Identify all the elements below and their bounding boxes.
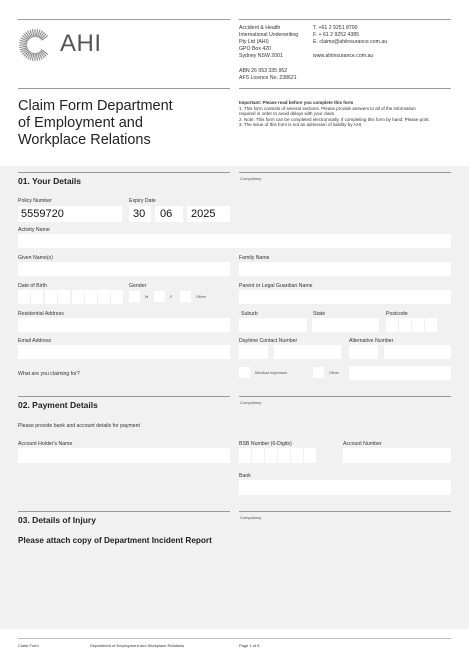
bank-field[interactable] [239, 480, 451, 495]
ahi-logo [17, 27, 57, 68]
title-rule-right [239, 88, 451, 89]
gender-other-label: Other [196, 294, 207, 299]
suburb-label: Suburb [241, 311, 258, 317]
bsb-digit-box[interactable] [239, 448, 251, 463]
dob-digit-box[interactable] [85, 290, 97, 304]
postcode-digit-box[interactable] [412, 318, 424, 332]
state-field[interactable] [312, 318, 379, 332]
postcode-label: Postcode [386, 311, 408, 317]
medical-expenses-label: Medical expenses [255, 370, 288, 375]
company-registration [239, 68, 297, 82]
payment-instruction: Please provide bank and account details for payment [18, 423, 140, 429]
activity-name-field[interactable] [18, 234, 451, 248]
gender-other-checkbox[interactable] [180, 291, 191, 302]
family-name-label: Family Name [239, 255, 270, 261]
header-rule-left [18, 19, 230, 20]
footer-page-number: Page 1 of 8 [239, 643, 260, 648]
important-item: required in order to avoid delays with your claim. [239, 111, 336, 117]
family-name-field[interactable] [239, 262, 451, 276]
company-website: www.ahiinsurance.com.au [313, 53, 374, 59]
postcode-digit-box[interactable] [425, 318, 437, 332]
daytime-number-field[interactable] [274, 345, 341, 359]
section-rule [18, 396, 230, 397]
dob-digit-box[interactable] [58, 290, 70, 304]
section-rule [239, 396, 451, 397]
expiry-day-value: 30 [133, 208, 146, 220]
section-rule [18, 511, 230, 512]
footer-form-name: Claim Form [18, 643, 39, 648]
company-line: GPO Box 420 [239, 46, 272, 52]
important-notice [239, 100, 451, 128]
company-fax: F. + 61 2 9252 4385 [313, 32, 360, 38]
section-rule [239, 511, 451, 512]
gender-label: Gender [129, 283, 147, 289]
footer-rule [18, 638, 451, 639]
medical-expenses-checkbox[interactable] [239, 367, 250, 378]
account-holder-label: Account Holder's Name [18, 441, 73, 447]
dob-digit-box[interactable] [31, 290, 43, 304]
gender-m-checkbox[interactable] [129, 291, 140, 302]
policy-number-value: 5559720 [21, 208, 64, 220]
compulsory-note: Compulsory [240, 515, 262, 520]
alt-number-label: Alternative Number [349, 338, 394, 344]
policy-number-label: Policy Number [18, 198, 52, 204]
company-line: Sydney NSW 2001 [239, 53, 283, 59]
company-email: E. claims@ahiinsurance.com.au [313, 39, 388, 45]
expiry-month-value: 06 [160, 208, 173, 220]
company-line: Accident & Health [239, 25, 281, 31]
dob-digit-box[interactable] [111, 290, 123, 304]
given-names-label: Given Name(s) [18, 255, 53, 261]
company-contact [313, 25, 387, 60]
section-title-payment-details: 02. Payment Details [18, 400, 98, 410]
gender-f-checkbox[interactable] [154, 291, 165, 302]
daytime-contact-label: Daytime Contact Number [239, 338, 298, 344]
postcode-digit-box[interactable] [399, 318, 411, 332]
daytime-area-code-field[interactable] [239, 345, 268, 359]
bsb-digit-box[interactable] [291, 448, 303, 463]
company-line: Pty Ltd (AHI) [239, 39, 269, 45]
abn: ABN 26 053 335 952 [239, 68, 288, 74]
dob-digit-box[interactable] [72, 290, 84, 304]
guardian-field[interactable] [239, 290, 451, 304]
section-rule [239, 172, 451, 173]
email-label: Email Address [18, 338, 52, 344]
alt-area-code-field[interactable] [349, 345, 378, 359]
injury-instruction: Please attach copy of Department Incident Report [18, 536, 212, 545]
activity-name-label: Activity Name [18, 227, 50, 233]
given-names-field[interactable] [18, 262, 230, 276]
other-claim-label: Other [329, 370, 340, 375]
dob-digit-box[interactable] [98, 290, 110, 304]
compulsory-note: Compulsory [240, 400, 262, 405]
gender-m-label: M [145, 294, 149, 299]
account-holder-field[interactable] [18, 448, 230, 463]
dob-digit-box[interactable] [18, 290, 30, 304]
spacer [313, 46, 387, 53]
other-claim-checkbox[interactable] [313, 367, 324, 378]
account-number-label: Account Number [343, 441, 382, 447]
ahi-logo-sunburst-icon [17, 27, 57, 63]
address-field[interactable] [18, 318, 230, 332]
suburb-field[interactable] [239, 318, 307, 332]
bank-label: Bank [239, 473, 251, 479]
footer-department: Department of Employment and Workplace Relations [90, 643, 185, 648]
important-item: 2. Note: This form can be completed electronically. If completing this form by hand: Please print. [239, 116, 430, 122]
postcode-digit-box[interactable] [386, 318, 398, 332]
email-field[interactable] [18, 345, 230, 359]
section-rule [18, 172, 230, 173]
ahi-logo-text: AHI [60, 30, 102, 57]
section-title-your-details: 01. Your Details [18, 176, 81, 186]
header-rule-right [239, 19, 451, 20]
gender-f-label: F [170, 294, 173, 299]
bsb-label: BSB Number (6-Digits) [239, 441, 292, 447]
title-line: of Employment and [18, 115, 143, 131]
guardian-label: Parent or Legal Guardian Name [239, 283, 313, 289]
account-number-field[interactable] [343, 448, 451, 463]
important-heading: Important: Please read before you complete this form [239, 100, 354, 105]
company-address [239, 25, 298, 60]
compulsory-note: Compulsory [240, 176, 262, 181]
afs-licence: AFS Licence No. 238621 [239, 75, 297, 81]
important-item: 1. This form consists of several sections. Please provide answers to all of the information [239, 105, 416, 111]
alt-number-field[interactable] [384, 345, 451, 359]
bsb-digit-box[interactable] [304, 448, 316, 463]
title-line: Workplace Relations [18, 132, 151, 148]
other-claim-field[interactable] [349, 366, 451, 380]
company-line: International Underwriting [239, 32, 299, 38]
date-of-birth-label: Date of Birth [18, 283, 47, 289]
dob-digit-box[interactable] [45, 290, 57, 304]
company-phone: T. +61 2 9251 8700 [313, 25, 358, 31]
bsb-digit-box[interactable] [278, 448, 290, 463]
expiry-year-value: 2025 [191, 208, 216, 220]
page-title [18, 98, 173, 149]
title-line: Claim Form Department [18, 98, 173, 114]
expiry-date-label: Expiry Date [129, 198, 156, 204]
section-title-details-of-injury: 03. Details of Injury [18, 515, 96, 525]
address-label: Residential Address [18, 311, 64, 317]
state-label: State [313, 311, 326, 317]
title-rule-left [18, 88, 230, 89]
claiming-for-label: What are you claiming for? [18, 371, 80, 377]
bsb-digit-box[interactable] [252, 448, 264, 463]
bsb-digit-box[interactable] [265, 448, 277, 463]
important-item: 3. The issue of this form is not an admission of liability by AHI. [239, 122, 363, 128]
